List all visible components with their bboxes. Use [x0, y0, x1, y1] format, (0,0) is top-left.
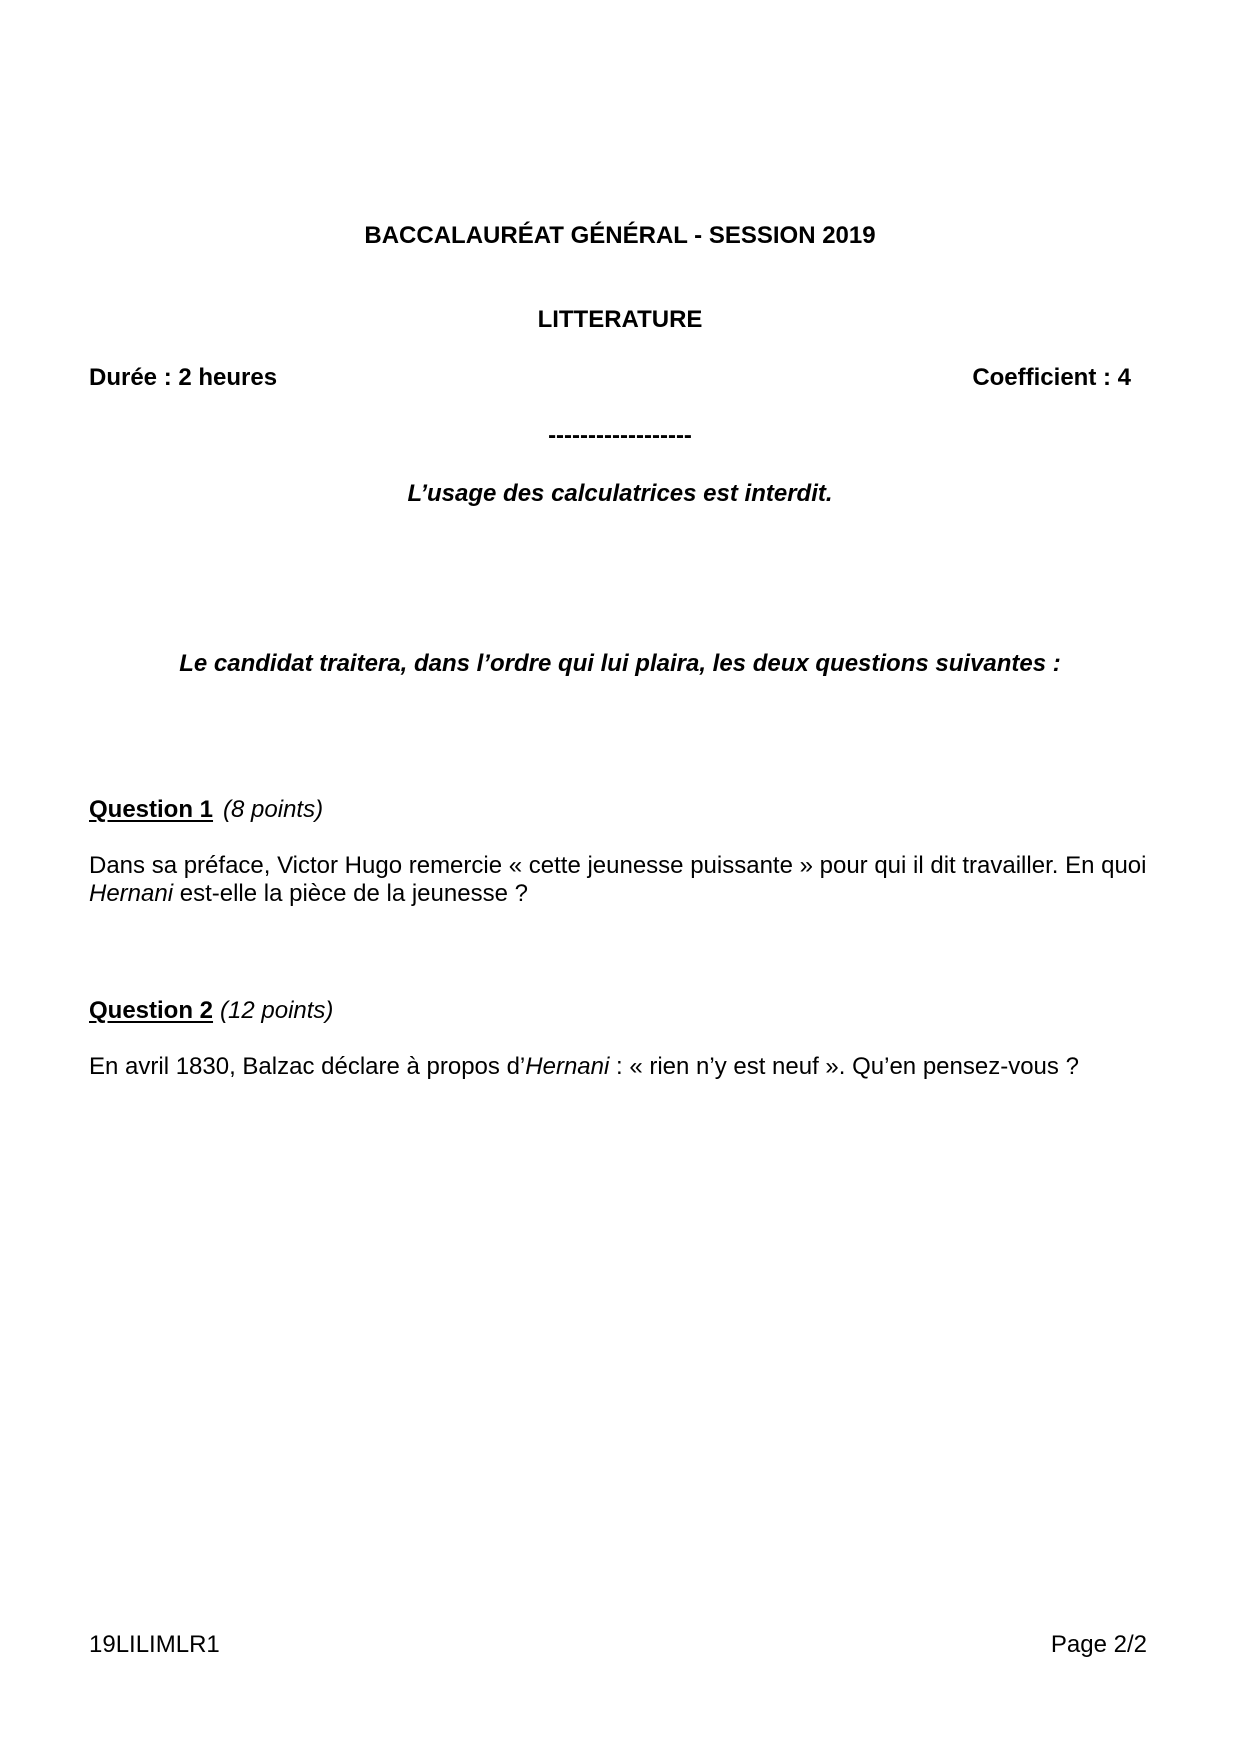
question-1-label: Question 1: [89, 796, 214, 823]
question-2-heading: [89, 997, 333, 1025]
exam-duration: Durée : 2 heures: [89, 364, 278, 391]
question-2-text-italic: Hernani: [525, 1053, 610, 1080]
question-1-text-italic: Hernani: [89, 880, 174, 907]
instructions: Le candidat traitera, dans l’ordre qui lui plaira, les deux questions suivantes :: [179, 650, 1061, 677]
question-2-text-part2: : « rien n’y est neuf ». Qu’en pensez-vous ?: [609, 1053, 1079, 1080]
question-2-points: (12 points): [220, 997, 334, 1024]
question-2-label: Question 2: [89, 997, 214, 1024]
separator-line: ------------------: [548, 422, 692, 449]
question-1-text-part1: Dans sa préface, Victor Hugo remercie « cette jeunesse puissante » pour qui il dit travailler. En quoi: [89, 852, 1147, 879]
question-1-points: (8 points): [223, 796, 324, 823]
exam-subject: LITTERATURE: [537, 306, 703, 333]
question-1-text-part2: est-elle la pièce de la jeunesse ?: [173, 880, 528, 907]
exam-title: BACCALAURÉAT GÉNÉRAL - SESSION 2019: [364, 222, 876, 249]
page-number: Page 2/2: [1050, 1631, 1147, 1658]
question-2-text-part1: En avril 1830, Balzac déclare à propos d’: [89, 1053, 526, 1080]
question-2-text: [89, 1053, 1169, 1081]
question-1-text: [89, 852, 1149, 908]
calculator-notice: L’usage des calculatrices est interdit.: [407, 480, 833, 507]
exam-coefficient: Coefficient : 4: [972, 364, 1131, 391]
exam-code: 19LILIMLR1: [89, 1631, 220, 1658]
question-1-heading: [89, 796, 323, 824]
